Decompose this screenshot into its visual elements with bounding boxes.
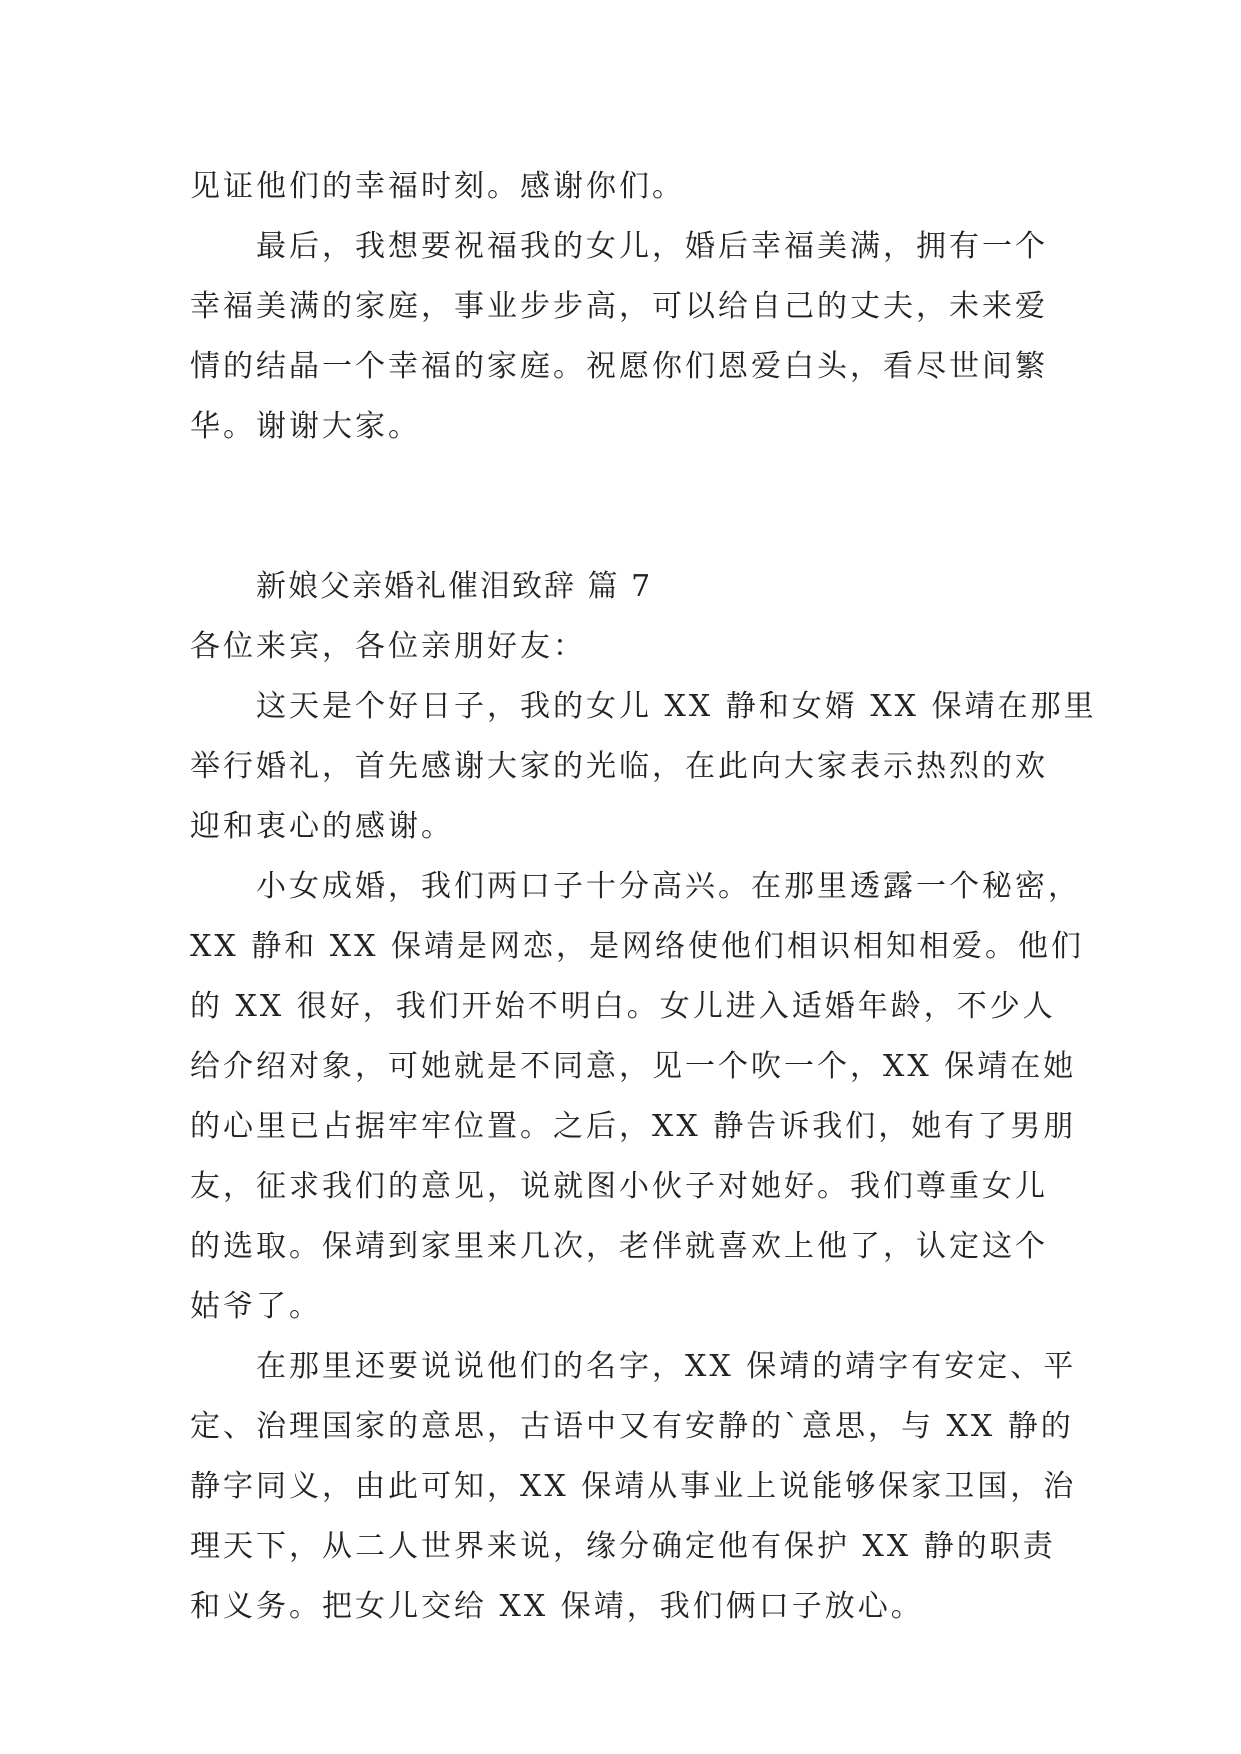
paragraph-line: 小女成婚，我们两口子十分高兴。在那里透露一个秘密， (256, 869, 1081, 904)
document-body (190, 157, 1097, 1637)
paragraph-line: 举行婚礼，首先感谢大家的光临，在此向大家表示热烈的欢 (190, 749, 1048, 784)
paragraph-line: 华。谢谢大家。 (190, 409, 421, 444)
paragraph-line: 理天下，从二人世界来说，缘分确定他有保护 XX 静的职责 (190, 1529, 1056, 1564)
salutation-line: 各位来宾，各位亲朋好友： (190, 629, 586, 664)
paragraph-line: 最后，我想要祝福我的女儿，婚后幸福美满，拥有一个 (256, 229, 1048, 264)
paragraph-line: 迎和衷心的感谢。 (190, 809, 454, 844)
paragraph-line: 这天是个好日子，我的女儿 XX 静和女婿 XX 保靖在那里 (256, 689, 1097, 724)
paragraph-line: 幸福美满的家庭，事业步步高，可以给自己的丈夫，未来爱 (190, 289, 1048, 324)
paragraph-line: XX 静和 XX 保靖是网恋，是网络使他们相识相知相爱。他们 (190, 929, 1085, 964)
paragraph-line: 定、治理国家的意思，古语中又有安静的`意思，与 XX 静的 (190, 1409, 1074, 1444)
paragraph-line: 和义务。把女儿交给 XX 保靖，我们俩口子放心。 (190, 1589, 924, 1624)
paragraph-line: 的 XX 很好，我们开始不明白。女儿进入适婚年龄，不少人 (190, 989, 1056, 1024)
paragraph-line: 情的结晶一个幸福的家庭。祝愿你们恩爱白头，看尽世间繁 (190, 349, 1048, 384)
paragraph-line: 友，征求我们的意见，说就图小伙子对她好。我们尊重女儿 (190, 1169, 1048, 1204)
paragraph-line: 静字同义，由此可知，XX 保靖从事业上说能够保家卫国，治 (190, 1469, 1077, 1504)
paragraph-line: 姑爷了。 (190, 1289, 322, 1324)
paragraph-line: 的心里已占据牢牢位置。之后，XX 静告诉我们，她有了男朋 (190, 1109, 1077, 1144)
section-heading: 新娘父亲婚礼催泪致辞 篇 7 (256, 569, 653, 604)
paragraph-line: 在那里还要说说他们的名字，XX 保靖的靖字有安定、平 (256, 1349, 1077, 1384)
paragraph-line: 给介绍对象，可她就是不同意，见一个吹一个，XX 保靖在她 (190, 1049, 1077, 1084)
section-spacer (190, 457, 1052, 557)
paragraph-line: 见证他们的幸福时刻。感谢你们。 (190, 169, 685, 204)
paragraph-line: 的选取。保靖到家里来几次，老伴就喜欢上他了，认定这个 (190, 1229, 1048, 1264)
